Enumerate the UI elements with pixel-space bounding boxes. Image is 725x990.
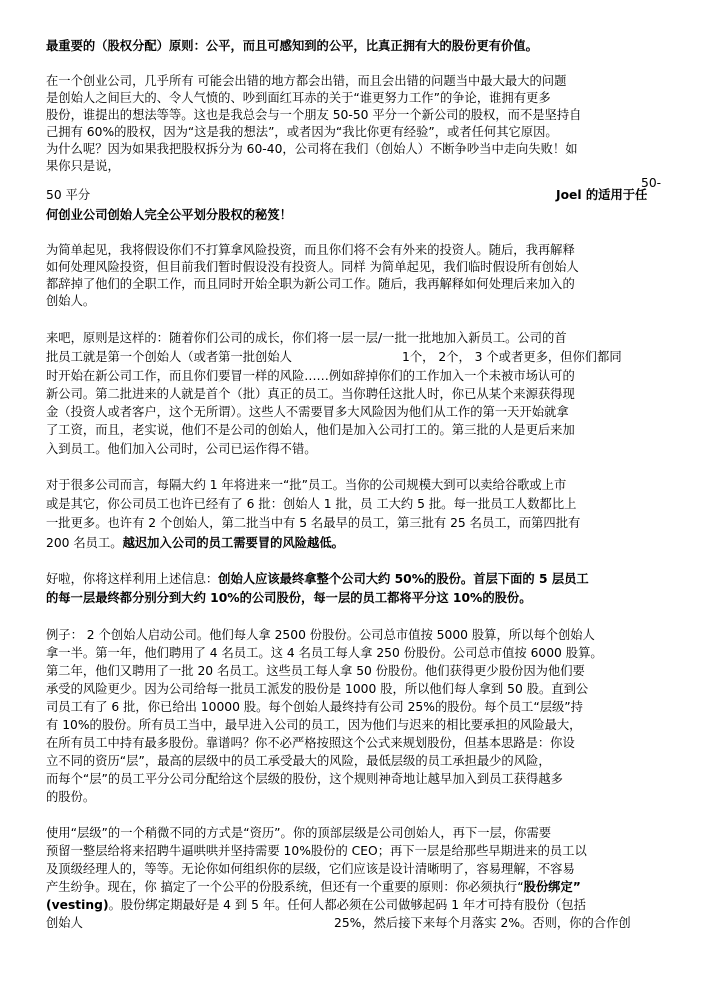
p3-line: 来吧，原则是这样的：随着你们公司的成长，你们将一层一层/一批一批地加入新员工。公司的首 <box>46 331 567 345</box>
p4-line <box>46 535 344 552</box>
p7-line: 使用“层级”的一个稍微不同的方式是“资历”。你的顶部层级是公司创始人，再下一层，你需要 <box>46 826 552 840</box>
p5-line <box>46 571 589 588</box>
p7-line: 预留一整层给将来招聘牛逼哄哄并坚持需要 10%股份的 CEO；再下一层是给那些早期进来的员工以 <box>46 844 587 858</box>
p7-bold-text: (vesting) <box>46 898 109 912</box>
heading: 最重要的（股权分配）原则：公平，而且可感知到的公平，比真正拥有大的股份更有价值。 <box>46 39 538 53</box>
p1-line: 是创始人之间巨大的、令人气愤的、吵到面红耳赤的关于“谁更努力工作”的争论，谁拥有更多 <box>46 91 551 105</box>
p5-bold-line: 的每一层最终都分别分到大约 10%的公司股份，每一层的员工都将平分这 10%的股份。 <box>46 591 532 605</box>
p4-line: 一批更多。也许有 2 个创始人，第二批当中有 5 名最早的员工，第三批有 25 名员工，而第四批有 <box>46 516 581 530</box>
p3-right-fragment: 1个， 2个， 3 个或者更多，但你们都同 <box>402 350 622 364</box>
p1-line: 己拥有 60%的股权，因为“这是我的想法”，或者因为“我比你更有经验”，或者任何其它原因。 <box>46 125 558 139</box>
p3-line: 时开始在新公司工作，而且你们要冒一样的风险……例如辞掉你们的工作加入一个未被市场认可的 <box>46 369 575 383</box>
p7-right-fragment: 25%，然后接下来每个月落实 2%。否则，你的合作创 <box>334 916 631 930</box>
p2-line: 如何处理风险投资，但目前我们暂时假设没有投资人。同样 为简单起见，我们临时假设所有创始人 <box>46 260 579 274</box>
p6-line: 而每个“层”的员工平分公司分配给这个层级的股份，这个规则神奇地让越早加入到员工获得越多 <box>46 772 563 786</box>
p1-right-fragment: Joel 的适用于任 <box>556 188 648 202</box>
p6-line: 有 10%的股份。所有员工当中，最早进入公司的员工，因为他们与迟来的相比要承担的风险最大， <box>46 718 582 732</box>
p7-plain-text: 。股份绑定期最好是 4 到 5 年。任何人都必须在公司做够起码 1 年才可持有股份（包括 <box>108 898 586 912</box>
p1-right-fragment: 50- <box>641 176 662 190</box>
p6-line: 承受的风险更少。因为公司给每一批员工派发的股份是 1000 股，所以他们每人拿到 50 股。直到公 <box>46 682 589 696</box>
p4-line: 或是其它，你公司员工也许已经有了 6 批：创始人 1 批，员 工大约 5 批。每一批员工人数都比上 <box>46 497 577 511</box>
p2-line: 为简单起见，我将假设你们不打算拿风险投资，而且你们将不会有外来的投资人。随后，我再解释 <box>46 243 575 257</box>
p2-line: 都辞掉了他们的全职工作，而且同时开始全职为新公司工作。随后，我再解释如何处理后来加入的 <box>46 277 575 291</box>
p6-line: 拿一半。第一年，他们聘用了 4 名员工。这 4 名员工每人拿 250 份股份。公司总市值按 6000 股算。 <box>46 646 603 660</box>
p1-line: 股份，谁提出的想法等等。这也是我总会与一个朋友 50-50 平分一个新公司的股权，而不是坚持自 <box>46 108 582 122</box>
p1-line: 果你只是说， <box>46 159 120 173</box>
p5-bold-text: 创始人应该最终拿整个公司大约 50%的股份。首层下面的 5 层员工 <box>218 572 589 586</box>
p1-line: 在一个创业公司，几乎所有 可能会出错的地方都会出错，而且会出错的问题当中最大最大的问题 <box>46 74 567 88</box>
p3-line: 新公司。第二批进来的人就是首个（批）真正的员工。当你聘任这批人时，你已从某个来源获得现 <box>46 387 575 401</box>
p7-line <box>46 879 581 896</box>
p7-line: 及顶级经理人的，等等。无论你如何组织你的层级，它们应该是设计清晰明了，容易理解，不容易 <box>46 862 575 876</box>
p7-bold-text: 股份绑定” <box>523 880 581 894</box>
p7-line <box>46 897 586 914</box>
p4-plain-text: 200 名员工。 <box>46 536 123 550</box>
p1-bold-line: 何创业公司创始人完全公平划分股权的秘笈！ <box>46 208 292 222</box>
p6-line: 在所有员工中持有最多股份。靠谱吗？你不必严格按照这个公式来规划股份，但基本思路是：你设 <box>46 736 575 750</box>
p1-line: 50 平分 <box>46 188 91 202</box>
p5-plain-text: 好啦，你将这样利用上述信息： <box>46 572 219 586</box>
p6-line: 的股份。 <box>46 790 96 804</box>
p1-line: 为什么呢？因为如果我把股权拆分为 60-40，公司将在我们（创始人）不断争吵当中走向失败！如 <box>46 142 578 156</box>
p3-line: 了工资，而且，老实说，他们不是公司的创始人，他们是加入公司打工的。第三批的人是更后来加 <box>46 423 575 437</box>
p3-line: 批员工就是第一个创始人（或者第一批创始人 <box>46 350 292 364</box>
p6-line: 司员工有了 6 批，你已给出 10000 股。每个创始人最终持有公司 25%的股份。每个员工“层级”持 <box>46 700 583 714</box>
p3-line: 金（投资人或者客户，这个无所谓）。这些人不需要冒多大风险因为他们从工作的第一天开始就拿 <box>46 405 569 419</box>
p6-line: 第二年，他们又聘用了一批 20 名员工。这些员工每人拿 50 份股份。他们获得更少股份因为他们要 <box>46 664 585 678</box>
p6-line: 例子： 2 个创始人启动公司。他们每人拿 2500 份股份。公司总市值按 5000 股算，所以每个创始人 <box>46 628 595 642</box>
p7-line: 创始人 <box>46 916 83 930</box>
p3-line: 入到员工。他们加入公司时，公司已运作得不错。 <box>46 442 317 456</box>
p4-line: 对于很多公司而言，每隔大约 1 年将进来一“批”员工。当你的公司规模大到可以卖给谷歌或上市 <box>46 478 567 492</box>
p2-line: 创始人。 <box>46 294 96 308</box>
p7-plain-text: 产生纷争。现在，你 搞定了一个公平的份股系统，但还有一个重要的原则：你必须执行“ <box>46 880 524 894</box>
p6-line: 立不同的资历“层”，最高的层级中的员工承受最大的风险，最低层级的员工承担最少的风险， <box>46 754 551 768</box>
p4-bold-text: 越迟加入公司的员工需要冒的风险越低。 <box>122 536 344 550</box>
